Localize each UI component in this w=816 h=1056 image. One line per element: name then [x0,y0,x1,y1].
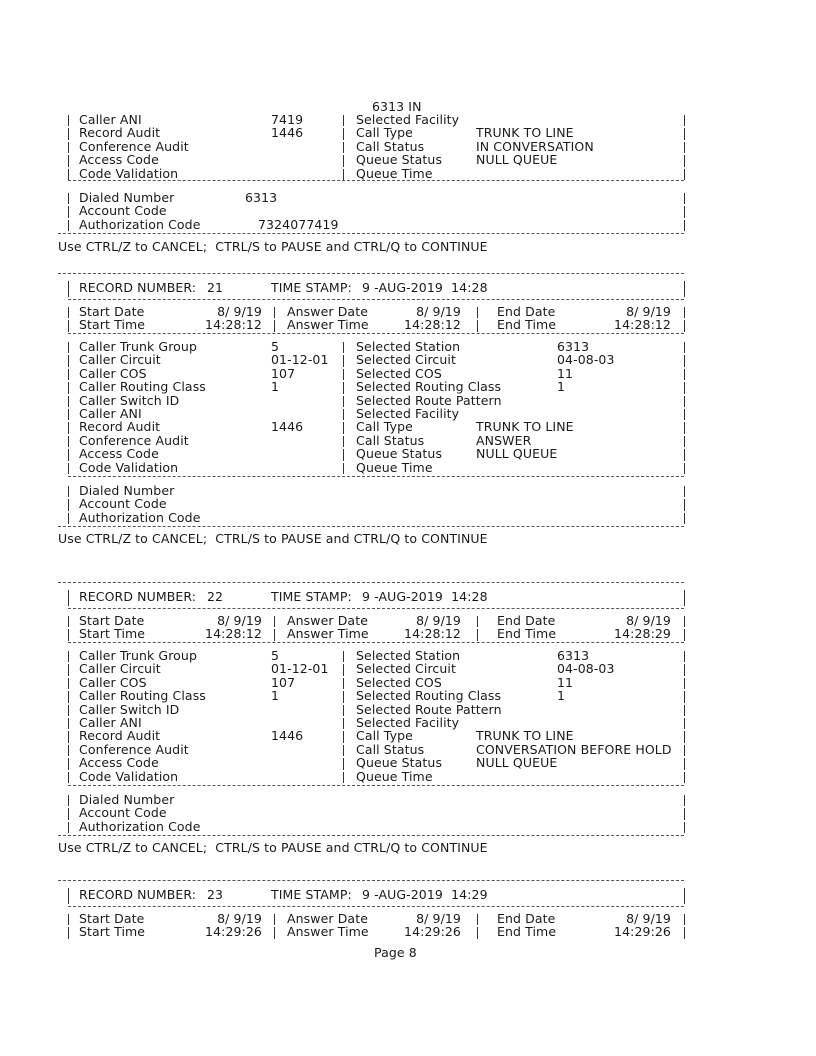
field-label: Conference Audit [79,138,189,154]
caller-cos-label: Caller COS [79,674,147,690]
caller-circuit: 01-12-01 [271,352,329,368]
table-border-vertical [684,590,685,606]
table-border-vertical [684,731,685,742]
table-border-vertical [684,772,685,783]
caller-switch-id-label: Caller Switch ID [79,701,180,717]
table-border-vertical [68,193,69,204]
table-border-vertical [684,664,685,675]
field-value: 1446 [271,125,304,141]
record-number: 21 [207,280,224,295]
table-border-vertical [68,758,69,769]
timestamp-label: TIME STAMP: [271,280,352,295]
caller-trunk-group-label: Caller Trunk Group [79,339,197,354]
table-border-vertical [343,705,344,716]
table-border-horizontal [68,906,684,907]
table-border-vertical [684,320,685,331]
field-value: 7324077419 [258,216,339,232]
conference-audit-label: Conference Audit [79,741,189,757]
table-border-vertical [343,758,344,769]
table-border-vertical [684,705,685,716]
timestamp: 9 -AUG-2019 14:28 [362,280,488,295]
table-border-vertical [684,822,685,833]
table-border-vertical [68,691,69,702]
field-value: IN CONVERSATION [476,138,594,154]
end-date: 8/ 9/19 [626,304,671,319]
selected-cos: 11 [557,365,574,381]
caller-cos-label: Caller COS [79,365,147,381]
access-code-label: Access Code [79,446,159,462]
start-date-label: Start Date [79,911,145,926]
field-label: Selected Facility [356,112,460,127]
record-audit: 1446 [271,419,304,435]
table-border-vertical [68,155,69,166]
table-border-vertical [684,169,685,180]
table-border-vertical [684,409,685,420]
table-border-vertical [343,342,344,353]
table-border-vertical [68,664,69,675]
end-date: 8/ 9/19 [626,613,671,628]
access-code-label: Access Code [79,755,159,771]
selected-facility-label: Selected Facility [356,406,460,421]
table-border-vertical [274,914,275,925]
table-border-vertical [343,169,344,180]
record-number: 22 [207,589,224,604]
account-code-label: Account Code [79,805,167,821]
start-time: 14:29:26 [205,924,262,940]
timestamp: 9 -AUG-2019 14:28 [362,589,488,604]
table-border-vertical [68,795,69,806]
table-border-vertical [684,307,685,318]
table-border-vertical [684,629,685,640]
end-time-label: End Time [497,317,557,333]
record-audit-label: Record Audit [79,728,161,744]
call-type: TRUNK TO LINE [476,419,574,435]
authorization-code-label: Authorization Code [79,818,201,834]
caller-ani-label: Caller ANI [79,715,142,730]
table-border-horizontal [58,273,684,274]
table-border-vertical [684,142,685,153]
table-border-vertical [68,772,69,783]
table-border-vertical [68,678,69,689]
table-border-horizontal [68,476,684,477]
table-border-vertical [68,115,69,126]
table-border-vertical [68,745,69,756]
table-border-vertical [684,513,685,524]
selected-cos-label: Selected COS [356,674,442,690]
selected-routing-class: 1 [557,688,566,704]
table-border-vertical [68,436,69,447]
end-time: 14:29:26 [614,924,671,940]
table-border-vertical [684,155,685,166]
code-validation-label: Code Validation [79,459,179,475]
start-date: 8/ 9/19 [217,911,262,926]
caller-circuit: 01-12-01 [271,661,329,677]
dialed-number-label: Dialed Number [79,483,175,498]
table-border-vertical [684,616,685,627]
table-border-vertical [343,463,344,474]
table-border-horizontal [58,526,684,527]
table-border-vertical [68,281,69,297]
table-border-horizontal [68,333,684,334]
table-border-vertical [684,281,685,297]
table-border-horizontal [58,880,684,881]
queue-status: NULL QUEUE [476,446,558,462]
table-border-vertical [684,678,685,689]
table-border-vertical [68,808,69,819]
table-border-vertical [68,396,69,407]
end-time: 14:28:12 [614,317,671,333]
table-border-vertical [477,320,478,331]
field-label: Dialed Number [79,190,175,205]
table-border-vertical [343,155,344,166]
table-border-vertical [68,731,69,742]
table-border-vertical [684,888,685,904]
table-border-vertical [684,115,685,126]
start-date-label: Start Date [79,613,145,628]
caller-trunk-group: 5 [271,648,280,663]
dialed-number-label: Dialed Number [79,792,175,807]
table-border-vertical [343,718,344,729]
field-label: Call Type [356,125,413,141]
field-label: Caller ANI [79,112,142,127]
table-border-vertical [68,888,69,904]
table-border-vertical [68,369,69,380]
answer-date-label: Answer Date [287,613,368,628]
table-border-vertical [684,651,685,662]
end-date-label: End Date [497,304,556,319]
table-border-vertical [684,758,685,769]
table-border-vertical [684,128,685,139]
start-time: 14:28:12 [205,317,262,333]
table-border-vertical [684,486,685,497]
table-border-vertical [274,629,275,640]
caller-circuit-label: Caller Circuit [79,661,161,677]
authorization-code-label: Authorization Code [79,509,201,525]
call-status: ANSWER [476,432,532,448]
table-border-vertical [68,629,69,640]
table-border-vertical [343,449,344,460]
table-border-vertical [68,914,69,925]
table-border-vertical [343,731,344,742]
record-audit: 1446 [271,728,304,744]
table-border-vertical [343,436,344,447]
table-border-vertical [684,463,685,474]
table-border-vertical [343,691,344,702]
start-time-label: Start Time [79,317,146,333]
field-value: NULL QUEUE [476,152,558,168]
table-border-vertical [684,193,685,204]
table-border-horizontal [68,642,684,643]
caller-cos: 107 [271,674,296,690]
table-border-vertical [68,142,69,153]
table-border-vertical [68,320,69,331]
call-status-label: Call Status [356,741,425,757]
timestamp: 9 -AUG-2019 14:29 [362,887,488,902]
selected-circuit: 04-08-03 [557,661,615,677]
table-border-vertical [68,382,69,393]
timestamp-label: TIME STAMP: [271,887,352,902]
answer-time: 14:28:12 [404,626,461,642]
table-border-vertical [684,808,685,819]
end-date-label: End Date [497,911,556,926]
table-border-vertical [68,705,69,716]
table-border-vertical [274,616,275,627]
table-border-vertical [684,355,685,366]
table-border-vertical [477,629,478,640]
table-border-horizontal [58,233,684,234]
table-border-vertical [343,772,344,783]
field-label: Record Audit [79,125,161,141]
caller-routing-class-label: Caller Routing Class [79,688,206,704]
record-audit-label: Record Audit [79,419,161,435]
table-border-vertical [343,745,344,756]
table-border-vertical [68,169,69,180]
queue-status-label: Queue Status [356,446,443,462]
caller-switch-id-label: Caller Switch ID [79,392,180,408]
selected-cos-label: Selected COS [356,365,442,381]
answer-time: 14:28:12 [404,317,461,333]
answer-date-label: Answer Date [287,304,368,319]
start-date: 8/ 9/19 [217,613,262,628]
table-border-vertical [68,590,69,606]
table-border-vertical [684,449,685,460]
table-border-horizontal [68,180,684,181]
table-border-vertical [684,369,685,380]
table-border-vertical [68,616,69,627]
selected-cos: 11 [557,674,574,690]
table-border-vertical [68,355,69,366]
table-border-vertical [684,422,685,433]
code-validation-label: Code Validation [79,768,179,784]
table-border-vertical [684,499,685,510]
table-border-vertical [343,369,344,380]
field-label: Queue Time [356,165,433,181]
table-border-vertical [684,220,685,231]
table-border-vertical [684,396,685,407]
table-border-vertical [68,206,69,217]
selected-circuit: 04-08-03 [557,352,615,368]
table-border-horizontal [68,608,684,609]
table-border-vertical [343,422,344,433]
table-border-vertical [477,927,478,938]
table-border-vertical [343,409,344,420]
table-border-vertical [343,396,344,407]
table-border-vertical [684,436,685,447]
table-border-vertical [68,307,69,318]
table-border-vertical [68,927,69,938]
field-value: 6313 [245,190,278,205]
start-time: 14:28:12 [205,626,262,642]
selected-circuit-label: Selected Circuit [356,352,456,368]
call-status-label: Call Status [356,432,425,448]
answer-time-label: Answer Time [287,924,369,940]
queue-time-label: Queue Time [356,459,433,475]
call-type-label: Call Type [356,419,413,435]
start-date: 8/ 9/19 [217,304,262,319]
record-number-label: RECORD NUMBER: [79,887,197,902]
field-label: Authorization Code [79,216,201,232]
selected-station-label: Selected Station [356,648,461,663]
selected-circuit-label: Selected Circuit [356,661,456,677]
table-border-vertical [343,382,344,393]
table-border-vertical [343,142,344,153]
queue-status-label: Queue Status [356,755,443,771]
record-number: 23 [207,887,224,902]
answer-date: 8/ 9/19 [416,613,461,628]
record-number-label: RECORD NUMBER: [79,589,197,604]
table-border-vertical [68,463,69,474]
table-border-vertical [684,382,685,393]
table-border-vertical [477,914,478,925]
caller-ani-label: Caller ANI [79,406,142,421]
end-date: 8/ 9/19 [626,911,671,926]
table-border-vertical [684,342,685,353]
end-time: 14:28:29 [614,626,671,642]
field-label: Access Code [79,152,159,168]
queue-time-label: Queue Time [356,768,433,784]
page-number: Page 8 [374,945,417,960]
cancel-instruction: Use CTRL/Z to CANCEL; CTRL/S to PAUSE and CTRL/Q to CONTINUE [58,840,488,855]
end-time-label: End Time [497,924,557,940]
answer-time-label: Answer Time [287,317,369,333]
caller-routing-class: 1 [271,379,280,395]
timestamp-label: TIME STAMP: [271,589,352,604]
start-time-label: Start Time [79,626,146,642]
conference-audit-label: Conference Audit [79,432,189,448]
table-border-vertical [274,307,275,318]
table-border-vertical [343,678,344,689]
selected-routing-class: 1 [557,379,566,395]
caller-cos: 107 [271,365,296,381]
caller-routing-class: 1 [271,688,280,704]
start-time-label: Start Time [79,924,146,940]
record-number-label: RECORD NUMBER: [79,280,197,295]
selected-route-pattern-label: Selected Route Pattern [356,701,502,717]
table-border-vertical [68,513,69,524]
table-border-vertical [684,914,685,925]
table-border-vertical [274,320,275,331]
field-label: Queue Status [356,152,443,168]
field-value: 7419 [271,112,304,127]
selected-station: 6313 [557,339,590,354]
table-border-vertical [343,664,344,675]
table-border-vertical [68,409,69,420]
cancel-instruction: Use CTRL/Z to CANCEL; CTRL/S to PAUSE and CTRL/Q to CONTINUE [58,239,488,254]
table-border-vertical [68,486,69,497]
selected-station: 6313 [557,648,590,663]
table-border-vertical [343,651,344,662]
selected-routing-class-label: Selected Routing Class [356,688,502,704]
table-border-vertical [68,449,69,460]
selected-station-label: Selected Station [356,339,461,354]
table-border-vertical [274,927,275,938]
selected-facility-label: Selected Facility [356,715,460,730]
table-border-vertical [684,795,685,806]
queue-status: NULL QUEUE [476,755,558,771]
table-border-vertical [477,616,478,627]
call-status: CONVERSATION BEFORE HOLD [476,741,672,757]
table-border-vertical [684,745,685,756]
cancel-instruction: Use CTRL/Z to CANCEL; CTRL/S to PAUSE and CTRL/Q to CONTINUE [58,531,488,546]
table-border-vertical [477,307,478,318]
table-border-vertical [68,822,69,833]
field-value: TRUNK TO LINE [476,125,574,141]
table-border-vertical [343,128,344,139]
table-border-vertical [68,220,69,231]
caller-trunk-group: 5 [271,339,280,354]
table-border-horizontal [68,785,684,786]
table-border-vertical [68,499,69,510]
caller-trunk-group-label: Caller Trunk Group [79,648,197,663]
field-label: Code Validation [79,165,179,181]
table-border-vertical [68,342,69,353]
selected-routing-class-label: Selected Routing Class [356,379,502,395]
answer-date: 8/ 9/19 [416,304,461,319]
table-border-vertical [343,115,344,126]
table-border-vertical [68,422,69,433]
start-date-label: Start Date [79,304,145,319]
call-type-label: Call Type [356,728,413,744]
table-border-vertical [684,927,685,938]
table-border-vertical [343,355,344,366]
table-border-horizontal [58,582,684,583]
selected-station-continuation: 6313 IN [372,99,422,114]
answer-time-label: Answer Time [287,626,369,642]
table-border-vertical [684,718,685,729]
caller-circuit-label: Caller Circuit [79,352,161,368]
table-border-horizontal [68,299,684,300]
selected-route-pattern-label: Selected Route Pattern [356,392,502,408]
caller-routing-class-label: Caller Routing Class [79,379,206,395]
table-border-vertical [68,651,69,662]
field-label: Account Code [79,203,167,219]
call-type: TRUNK TO LINE [476,728,574,744]
account-code-label: Account Code [79,496,167,512]
end-time-label: End Time [497,626,557,642]
table-border-vertical [684,206,685,217]
end-date-label: End Date [497,613,556,628]
table-border-horizontal [58,835,684,836]
answer-date-label: Answer Date [287,911,368,926]
table-border-vertical [68,718,69,729]
table-border-vertical [68,128,69,139]
table-border-vertical [684,691,685,702]
answer-date: 8/ 9/19 [416,911,461,926]
answer-time: 14:29:26 [404,924,461,940]
field-label: Call Status [356,138,425,154]
